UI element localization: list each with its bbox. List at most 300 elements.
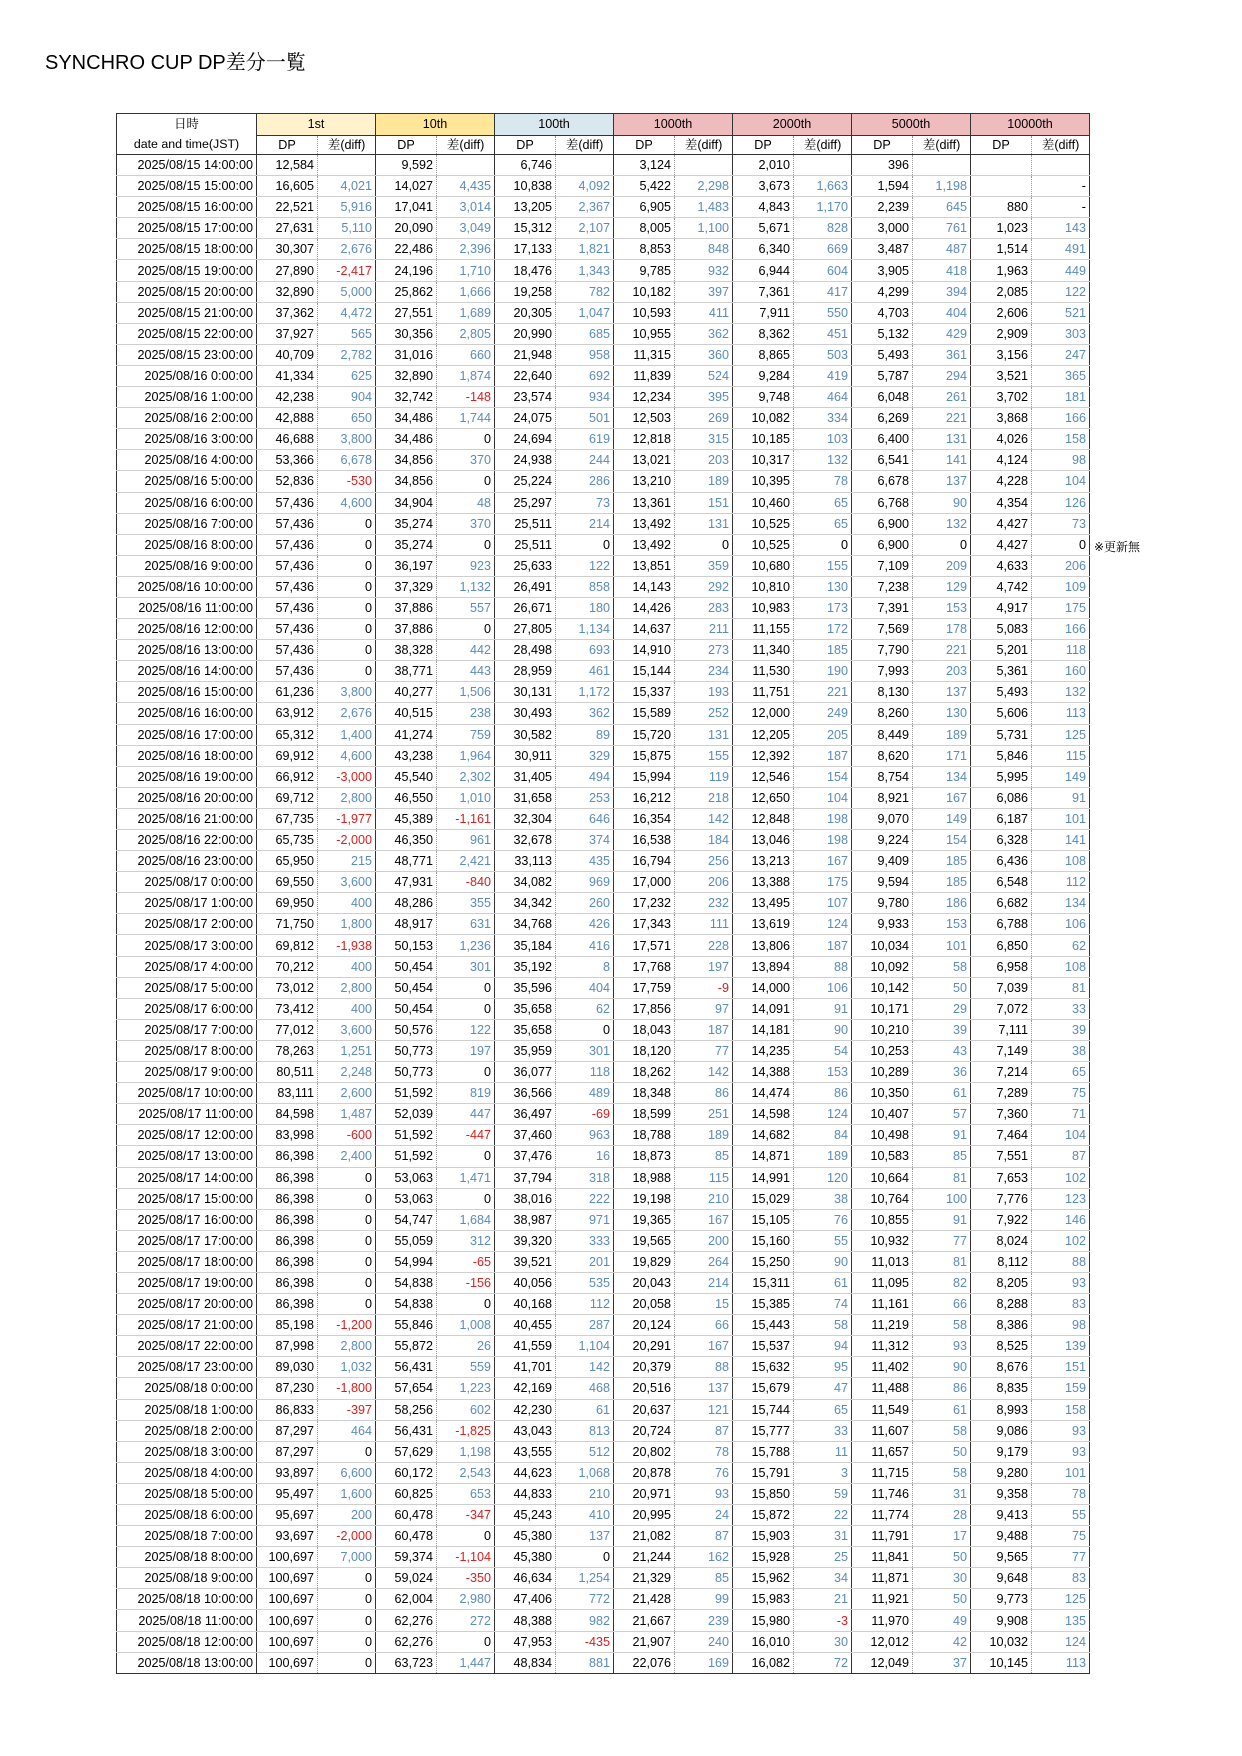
diff-cell: 287 [556, 1315, 614, 1336]
diff-cell: 0 [318, 1589, 376, 1610]
diff-cell: 0 [318, 1441, 376, 1462]
diff-cell: 435 [556, 851, 614, 872]
diff-cell: 50 [913, 977, 971, 998]
diff-cell: 0 [794, 534, 852, 555]
dp-cell: 62,276 [376, 1610, 437, 1631]
datetime-cell: 2025/08/17 0:00:00 [117, 872, 257, 893]
dp-cell: 86,833 [257, 1399, 318, 1420]
dp-cell: 37,362 [257, 302, 318, 323]
dp-cell: 43,043 [495, 1420, 556, 1441]
dp-cell: 57,436 [257, 534, 318, 555]
dp-cell: 21,948 [495, 344, 556, 365]
dp-cell: 25,297 [495, 492, 556, 513]
dp-cell: 100,697 [257, 1589, 318, 1610]
diff-cell: 185 [913, 851, 971, 872]
dp-cell: 11,402 [852, 1357, 913, 1378]
dp-cell: 10,317 [733, 450, 794, 471]
diff-cell: 87 [1032, 1146, 1090, 1167]
diff-cell: 0 [913, 534, 971, 555]
diff-cell: 0 [437, 1146, 495, 1167]
dp-cell: 73,012 [257, 977, 318, 998]
dp-cell: 54,747 [376, 1209, 437, 1230]
diff-cell: 158 [1032, 429, 1090, 450]
datetime-cell: 2025/08/17 11:00:00 [117, 1104, 257, 1125]
dp-cell: 10,185 [733, 429, 794, 450]
diff-cell: 125 [1032, 724, 1090, 745]
dp-cell: 16,605 [257, 176, 318, 197]
table-row [117, 745, 1090, 766]
diff-cell: 247 [1032, 344, 1090, 365]
diff-cell: 87 [675, 1526, 733, 1547]
dp-cell: 37,329 [376, 576, 437, 597]
diff-cell: 222 [556, 1188, 614, 1209]
dp-cell [971, 176, 1032, 197]
dp-cell: 60,172 [376, 1462, 437, 1483]
dp-cell: 22,640 [495, 365, 556, 386]
dp-cell: 11,013 [852, 1251, 913, 1272]
diff-cell: -600 [318, 1125, 376, 1146]
diff-cell: 0 [437, 534, 495, 555]
dp-cell: 12,234 [614, 387, 675, 408]
dp-cell: 6,900 [852, 534, 913, 555]
diff-cell: 292 [675, 576, 733, 597]
diff-cell: 98 [1032, 1315, 1090, 1336]
dp-cell: 57,436 [257, 576, 318, 597]
diff-cell: 86 [675, 1083, 733, 1104]
datetime-cell: 2025/08/17 9:00:00 [117, 1062, 257, 1083]
diff-cell: 0 [318, 661, 376, 682]
diff-cell: 813 [556, 1420, 614, 1441]
diff-cell: 184 [675, 830, 733, 851]
dp-cell: 69,712 [257, 787, 318, 808]
dp-diff-table [116, 113, 1090, 1674]
diff-cell: 1,032 [318, 1357, 376, 1378]
diff-cell: 61 [913, 1399, 971, 1420]
dp-cell: 10,498 [852, 1125, 913, 1146]
table-row [117, 1441, 1090, 1462]
datetime-cell: 2025/08/17 14:00:00 [117, 1167, 257, 1188]
dp-cell: 4,026 [971, 429, 1032, 450]
dp-cell: 65,735 [257, 830, 318, 851]
dp-cell: 2,909 [971, 323, 1032, 344]
diff-cell: 214 [556, 513, 614, 534]
diff-cell: 312 [437, 1230, 495, 1251]
diff-cell: 251 [675, 1104, 733, 1125]
dp-cell: 16,082 [733, 1652, 794, 1673]
dp-cell: 42,169 [495, 1378, 556, 1399]
diff-cell: 1,254 [556, 1568, 614, 1589]
diff-cell: -1,104 [437, 1547, 495, 1568]
dp-cell: 18,348 [614, 1083, 675, 1104]
diff-cell: 1,100 [675, 218, 733, 239]
dp-cell: 11,315 [614, 344, 675, 365]
datetime-cell: 2025/08/17 19:00:00 [117, 1272, 257, 1293]
diff-cell: 1,663 [794, 176, 852, 197]
dp-cell: 10,253 [852, 1040, 913, 1061]
diff-cell: 159 [1032, 1378, 1090, 1399]
dp-cell: 53,063 [376, 1188, 437, 1209]
dp-cell: 32,890 [376, 365, 437, 386]
dp-cell: 13,851 [614, 555, 675, 576]
diff-cell: 113 [1032, 703, 1090, 724]
diff-cell: 197 [675, 956, 733, 977]
diff-cell: 201 [556, 1251, 614, 1272]
diff-cell: 272 [437, 1610, 495, 1631]
table-row [117, 893, 1090, 914]
datetime-cell: 2025/08/15 14:00:00 [117, 155, 257, 176]
diff-cell: 98 [1032, 450, 1090, 471]
diff-cell: 858 [556, 576, 614, 597]
diff-cell: 49 [913, 1610, 971, 1631]
diff-cell: 83 [1032, 1568, 1090, 1589]
diff-cell: 958 [556, 344, 614, 365]
diff-cell: 442 [437, 640, 495, 661]
diff-col-header: 差(diff) [794, 135, 852, 154]
dp-cell: 51,592 [376, 1083, 437, 1104]
datetime-header-ja: 日時 [174, 117, 199, 131]
table-row [117, 239, 1090, 260]
dp-cell: 15,875 [614, 745, 675, 766]
dp-cell: 20,995 [614, 1505, 675, 1526]
table-row [117, 724, 1090, 745]
diff-cell: 91 [913, 1209, 971, 1230]
dp-cell: 65,950 [257, 851, 318, 872]
diff-cell: 131 [913, 429, 971, 450]
dp-cell: 42,888 [257, 408, 318, 429]
diff-cell: 214 [675, 1272, 733, 1293]
diff-cell: 1,666 [437, 281, 495, 302]
diff-cell: 0 [437, 1526, 495, 1547]
dp-cell: 53,366 [257, 450, 318, 471]
dp-cell: 14,091 [733, 998, 794, 1019]
diff-cell: 15 [675, 1294, 733, 1315]
dp-cell: 13,619 [733, 914, 794, 935]
diff-cell: 365 [1032, 365, 1090, 386]
diff-cell: 692 [556, 365, 614, 386]
diff-cell: 42 [913, 1631, 971, 1652]
diff-cell: 904 [318, 387, 376, 408]
diff-cell: 0 [437, 429, 495, 450]
diff-cell: 218 [675, 787, 733, 808]
dp-cell: 14,598 [733, 1104, 794, 1125]
diff-cell: 33 [794, 1420, 852, 1441]
datetime-cell: 2025/08/16 19:00:00 [117, 766, 257, 787]
dp-cell: 15,777 [733, 1420, 794, 1441]
dp-cell: 80,511 [257, 1062, 318, 1083]
diff-cell: 524 [675, 365, 733, 386]
diff-cell: 178 [913, 619, 971, 640]
dp-cell: 22,486 [376, 239, 437, 260]
diff-cell: -156 [437, 1272, 495, 1293]
diff-cell: -3,000 [318, 766, 376, 787]
diff-cell: 102 [1032, 1167, 1090, 1188]
diff-cell: 25 [794, 1547, 852, 1568]
dp-cell: 78,263 [257, 1040, 318, 1061]
dp-cell: 32,678 [495, 830, 556, 851]
dp-cell: 9,748 [733, 387, 794, 408]
diff-cell: 1,236 [437, 935, 495, 956]
datetime-cell: 2025/08/17 8:00:00 [117, 1040, 257, 1061]
diff-cell: 197 [437, 1040, 495, 1061]
diff-cell: 95 [794, 1357, 852, 1378]
datetime-cell: 2025/08/15 16:00:00 [117, 197, 257, 218]
dp-cell: 20,637 [614, 1399, 675, 1420]
table-row [117, 1167, 1090, 1188]
diff-cell: 819 [437, 1083, 495, 1104]
diff-cell: 81 [913, 1167, 971, 1188]
table-row [117, 851, 1090, 872]
dp-cell: 11,340 [733, 640, 794, 661]
dp-cell: 13,046 [733, 830, 794, 851]
dp-cell: 26,491 [495, 576, 556, 597]
dp-cell: 7,238 [852, 576, 913, 597]
dp-cell: 22,076 [614, 1652, 675, 1673]
diff-cell: 2,676 [318, 703, 376, 724]
diff-cell: 503 [794, 344, 852, 365]
diff-cell: 1,047 [556, 302, 614, 323]
diff-cell: 160 [1032, 661, 1090, 682]
dp-cell: 13,361 [614, 492, 675, 513]
diff-cell: 0 [318, 576, 376, 597]
dp-cell: 36,077 [495, 1062, 556, 1083]
diff-cell: 125 [1032, 1589, 1090, 1610]
dp-cell: 32,304 [495, 808, 556, 829]
diff-cell: 963 [556, 1125, 614, 1146]
diff-cell: 90 [794, 1019, 852, 1040]
dp-cell: 8,024 [971, 1230, 1032, 1251]
dp-cell: 10,395 [733, 471, 794, 492]
diff-cell: 426 [556, 914, 614, 935]
dp-cell: 13,894 [733, 956, 794, 977]
dp-col-header: DP [495, 135, 556, 154]
diff-cell: 693 [556, 640, 614, 661]
table-row [117, 640, 1090, 661]
dp-cell: 14,000 [733, 977, 794, 998]
dp-cell: 77,012 [257, 1019, 318, 1040]
dp-cell: 10,838 [495, 176, 556, 197]
diff-cell: 166 [1032, 619, 1090, 640]
diff-cell [556, 155, 614, 176]
datetime-cell: 2025/08/17 21:00:00 [117, 1315, 257, 1336]
diff-cell: 94 [794, 1336, 852, 1357]
diff-cell: 187 [794, 935, 852, 956]
dp-cell: 57,436 [257, 555, 318, 576]
diff-cell: 443 [437, 661, 495, 682]
diff-cell: 411 [675, 302, 733, 323]
dp-cell: 27,890 [257, 260, 318, 281]
dp-cell: 6,678 [852, 471, 913, 492]
diff-cell: 109 [1032, 576, 1090, 597]
dp-cell: 10,407 [852, 1104, 913, 1125]
dp-cell: 7,111 [971, 1019, 1032, 1040]
diff-cell: 48 [437, 492, 495, 513]
dp-cell: 93,897 [257, 1462, 318, 1483]
diff-cell: 565 [318, 323, 376, 344]
dp-cell: 43,238 [376, 745, 437, 766]
diff-cell: 3 [794, 1462, 852, 1483]
diff-cell: 487 [913, 239, 971, 260]
dp-cell: 54,994 [376, 1251, 437, 1272]
diff-cell: 190 [794, 661, 852, 682]
dp-cell: 17,343 [614, 914, 675, 935]
diff-cell: 155 [675, 745, 733, 766]
dp-cell: 40,168 [495, 1294, 556, 1315]
dp-cell: 61,236 [257, 682, 318, 703]
diff-cell: 451 [794, 323, 852, 344]
diff-cell: 153 [913, 914, 971, 935]
diff-cell: 5,916 [318, 197, 376, 218]
dp-cell: 52,039 [376, 1104, 437, 1125]
diff-cell: 982 [556, 1610, 614, 1631]
dp-cell: 15,980 [733, 1610, 794, 1631]
diff-cell: 400 [318, 998, 376, 1019]
diff-cell: 1,710 [437, 260, 495, 281]
diff-cell: 74 [794, 1294, 852, 1315]
diff-cell: 828 [794, 218, 852, 239]
dp-cell: 33,113 [495, 851, 556, 872]
diff-cell: 154 [913, 830, 971, 851]
dp-cell: 70,212 [257, 956, 318, 977]
dp-cell: 10,142 [852, 977, 913, 998]
diff-cell: 1,600 [318, 1483, 376, 1504]
dp-cell: 6,541 [852, 450, 913, 471]
dp-cell: 16,794 [614, 851, 675, 872]
diff-cell: 108 [1032, 851, 1090, 872]
dp-cell: 8,865 [733, 344, 794, 365]
dp-cell: 41,274 [376, 724, 437, 745]
dp-cell: 10,932 [852, 1230, 913, 1251]
diff-cell: 61 [556, 1399, 614, 1420]
dp-cell: 6,746 [495, 155, 556, 176]
table-row [117, 534, 1090, 555]
dp-cell: 18,988 [614, 1167, 675, 1188]
dp-cell: 45,243 [495, 1505, 556, 1526]
dp-cell: 50,576 [376, 1019, 437, 1040]
dp-cell: 25,862 [376, 281, 437, 302]
diff-cell: 303 [1032, 323, 1090, 344]
dp-cell: 16,538 [614, 830, 675, 851]
diff-cell: 646 [556, 808, 614, 829]
diff-cell: 4,600 [318, 492, 376, 513]
datetime-cell: 2025/08/16 8:00:00 [117, 534, 257, 555]
dp-cell: 69,550 [257, 872, 318, 893]
diff-cell: 50 [913, 1441, 971, 1462]
diff-cell: 173 [794, 597, 852, 618]
dp-cell: 48,834 [495, 1652, 556, 1673]
dp-cell: 9,358 [971, 1483, 1032, 1504]
diff-cell: 660 [437, 344, 495, 365]
dp-cell: 6,269 [852, 408, 913, 429]
diff-cell: 234 [675, 661, 733, 682]
dp-cell: 15,311 [733, 1272, 794, 1293]
diff-cell: 142 [675, 1062, 733, 1083]
datetime-cell: 2025/08/17 16:00:00 [117, 1209, 257, 1230]
diff-cell: 137 [913, 682, 971, 703]
diff-cell: 1,821 [556, 239, 614, 260]
diff-cell: 120 [794, 1167, 852, 1188]
diff-cell: 186 [913, 893, 971, 914]
diff-cell: -397 [318, 1399, 376, 1420]
dp-cell: 3,905 [852, 260, 913, 281]
dp-cell: 20,291 [614, 1336, 675, 1357]
dp-cell: 1,963 [971, 260, 1032, 281]
dp-cell: 7,361 [733, 281, 794, 302]
dp-cell: 11,488 [852, 1378, 913, 1399]
diff-cell: 129 [913, 576, 971, 597]
diff-cell: 81 [1032, 977, 1090, 998]
dp-cell: 7,922 [971, 1209, 1032, 1230]
dp-cell: 10,583 [852, 1146, 913, 1167]
diff-cell: 1,068 [556, 1462, 614, 1483]
dp-cell: 12,584 [257, 155, 318, 176]
diff-cell: 158 [1032, 1399, 1090, 1420]
diff-cell: 58 [913, 956, 971, 977]
dp-cell: 34,082 [495, 872, 556, 893]
dp-cell: 15,679 [733, 1378, 794, 1399]
diff-cell: 221 [913, 408, 971, 429]
dp-cell: 17,232 [614, 893, 675, 914]
diff-cell: 113 [1032, 1652, 1090, 1673]
dp-cell: 86,398 [257, 1230, 318, 1251]
diff-cell: 106 [1032, 914, 1090, 935]
diff-cell: 1,744 [437, 408, 495, 429]
dp-cell: 12,049 [852, 1652, 913, 1673]
diff-cell: 58 [913, 1462, 971, 1483]
diff-cell: 39 [1032, 1019, 1090, 1040]
dp-cell: 10,593 [614, 302, 675, 323]
dp-cell: 15,720 [614, 724, 675, 745]
diff-cell: 153 [794, 1062, 852, 1083]
diff-cell: 969 [556, 872, 614, 893]
diff-cell: 315 [675, 429, 733, 450]
diff-cell: - [1032, 197, 1090, 218]
diff-cell: 416 [556, 935, 614, 956]
diff-cell: 85 [675, 1568, 733, 1589]
dp-cell: 27,805 [495, 619, 556, 640]
dp-cell: 6,400 [852, 429, 913, 450]
dp-cell: 15,962 [733, 1568, 794, 1589]
diff-cell: 123 [1032, 1188, 1090, 1209]
group-header: 1st [257, 114, 376, 136]
dp-cell: 48,388 [495, 1610, 556, 1631]
diff-cell: 329 [556, 745, 614, 766]
dp-cell: 10,082 [733, 408, 794, 429]
dp-cell: 55,059 [376, 1230, 437, 1251]
datetime-cell: 2025/08/17 12:00:00 [117, 1125, 257, 1146]
diff-cell: 143 [1032, 218, 1090, 239]
datetime-cell: 2025/08/17 3:00:00 [117, 935, 257, 956]
dp-cell: 50,454 [376, 956, 437, 977]
diff-cell: -2,000 [318, 830, 376, 851]
diff-cell: 932 [675, 260, 733, 281]
dp-cell: 47,406 [495, 1589, 556, 1610]
datetime-cell: 2025/08/16 7:00:00 [117, 513, 257, 534]
diff-cell: 31 [913, 1483, 971, 1504]
dp-cell: 36,497 [495, 1104, 556, 1125]
dp-cell: 18,043 [614, 1019, 675, 1040]
diff-cell: 142 [675, 808, 733, 829]
table-row [117, 597, 1090, 618]
dp-cell: 34,486 [376, 408, 437, 429]
diff-cell: -530 [318, 471, 376, 492]
diff-cell: 1,506 [437, 682, 495, 703]
diff-cell: 464 [318, 1420, 376, 1441]
diff-cell: 88 [1032, 1251, 1090, 1272]
dp-cell: 2,085 [971, 281, 1032, 302]
diff-cell: 50 [913, 1589, 971, 1610]
diff-cell: 65 [1032, 1062, 1090, 1083]
diff-cell: 669 [794, 239, 852, 260]
